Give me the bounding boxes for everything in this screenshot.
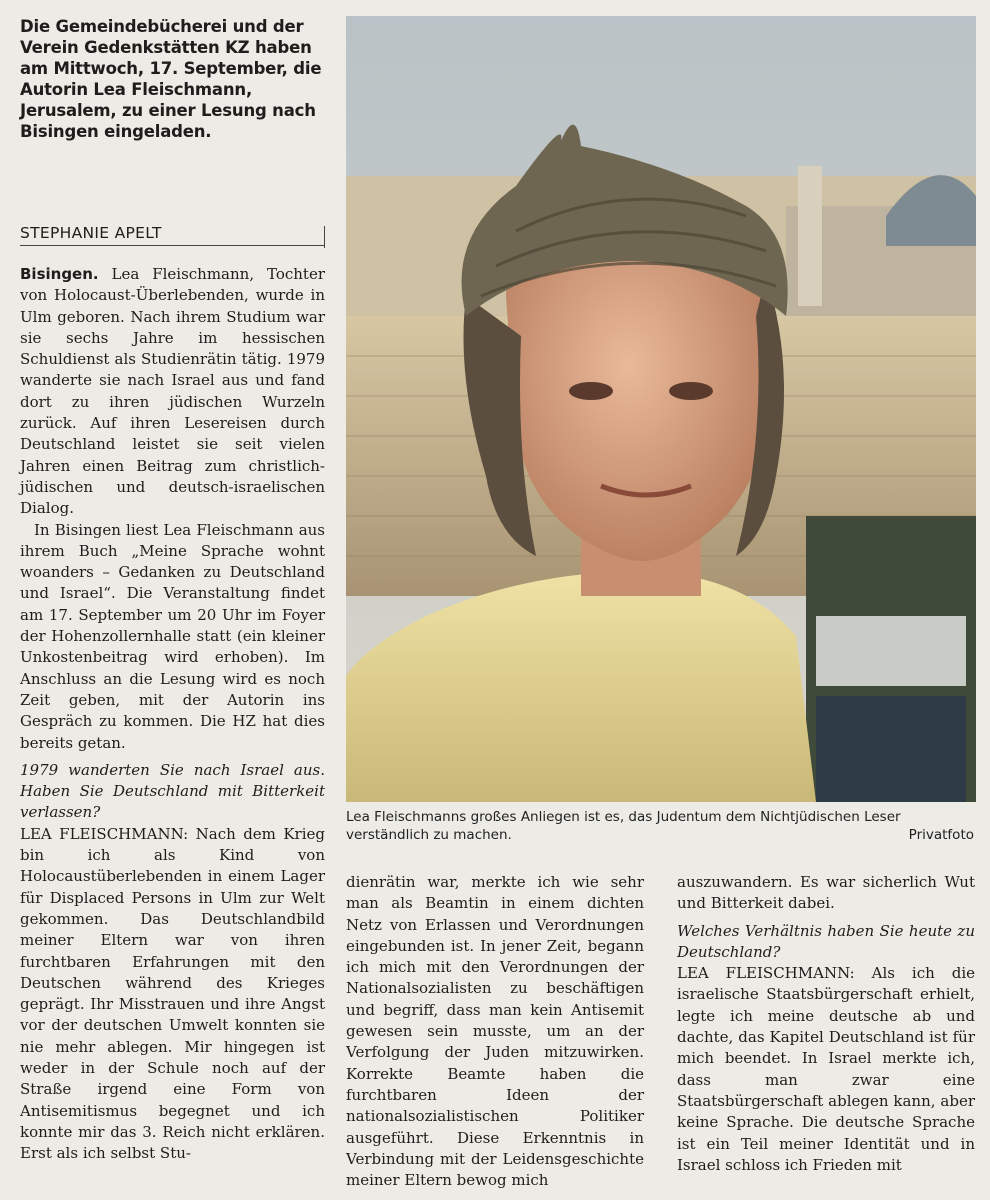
question-2: Welches Verhältnis haben Sie heute zu Deutschland? (677, 921, 975, 961)
text-column-2 (346, 872, 644, 1191)
intro-text: Lea Fleischmann, Tochter von Holocaust-Überlebenden, wurde in Ulm geboren. Nach ihrem Studium war sie sechs Jahre im hessischen Schuldienst als Studienrätin tätig. 1979 wanderte sie nach Israel aus und fand dort zu ihren jüdischen Wurzeln zurück. Auf ihren Lesereisen durch Deutschland leistet sie seit vielen Jahren einen Beitrag zum christlich-jüdischen und deutsch-israelischen Dialog. (20, 265, 325, 518)
answer-1-part-1: LEA FLEISCHMANN: Nach dem Krieg bin ich als Kind von Holocaustüberlebenden in einem Lager für Displaced Persons in Ulm zur Welt gekommen. Das Deutschlandbild meiner Eltern war von ihren furchtbaren Erfahrungen mit den Deutschen während des Krieges geprägt. Ihr Misstrauen und ihre Angst vor der deutschen Umwelt konnten sie nie mehr ablegen. Mir hingegen ist weder in der Schule noch auf der Straße irgend eine Form von Antisemitismus begegnet und ich konnte mir das 3. Reich nicht erklären. Erst als ich selbst Stu- (20, 824, 325, 1163)
portrait-photo (346, 16, 976, 802)
caption-text: Lea Fleischmanns großes Anliegen ist es, das Judentum dem Nichtjüdischen Leser verständlich zu machen. (346, 809, 901, 843)
photo-caption (346, 808, 974, 844)
answer-2: LEA FLEISCHMANN: Als ich die israelische Staatsbürgerschaft erhielt, legte ich meine deutsche ab und dachte, das Kapitel Deutschland ist für mich beendet. In Israel merkte ich, dass man zwar eine Staatsbürgerschaft ablegen kann, aber keine Sprache. Die deutsche Sprache ist ein Teil meiner Identität und in Israel schloss ich Frieden mit (677, 964, 975, 1174)
article-lead: Die Gemeindebücherei und der Verein Gedenkstätten KZ haben am Mittwoch, 17. September, die Autorin Lea Fleischmann, Jerusalem, zu einer Lesung nach Bisingen eingeladen. (20, 17, 322, 141)
dateline: Bisingen. (20, 265, 99, 283)
answer-1-part-2: dienrätin war, merkte ich wie sehr man als Beamtin in einem dichten Netz von Erlassen und Verordnungen eingebunden ist. In jener Zeit, begann ich mich mit den Verordnungen der Nationalsozialisten zu beschäftigen und begriff, dass man kein Antisemit gewesen sein musste, um an der Verfolgung der Juden mitzuwirken. Korrekte Beamte haben die furchtbaren Ideen der nationalsozialistischen Politiker ausgeführt. Diese Erkenntnis in Verbindung mit der Leidensgeschichte meiner Eltern bewog mich (346, 873, 644, 1190)
answer-1-part-3: auszuwandern. Es war sicherlich Wut und Bitterkeit dabei. (677, 873, 975, 913)
text-column-3 (677, 872, 975, 1176)
photo-credit: Privatfoto (908, 827, 974, 843)
paragraph-intro (20, 264, 325, 520)
text-column-1 (20, 264, 325, 1164)
author-byline: STEPHANIE APELT (20, 224, 325, 246)
portrait-illustration (346, 16, 976, 802)
question-1: 1979 wanderten Sie nach Israel aus. Haben Sie Deutschland mit Bitterkeit verlassen? (20, 760, 325, 822)
paragraph-event: In Bisingen liest Lea Fleischmann aus ihrem Buch „Meine Sprache wohnt woanders – Gedanken zu Deutschland und Israel“. Die Veranstaltung findet am 17. September um 20 Uhr im Foyer der Hohenzollernhalle statt (ein kleiner Unkostenbeitrag wird erhoben). Im Anschluss an die Lesung wird es noch Zeit geben, mit der Autorin ins Gespräch zu kommen. Die HZ hat dies bereits getan. (20, 520, 325, 752)
